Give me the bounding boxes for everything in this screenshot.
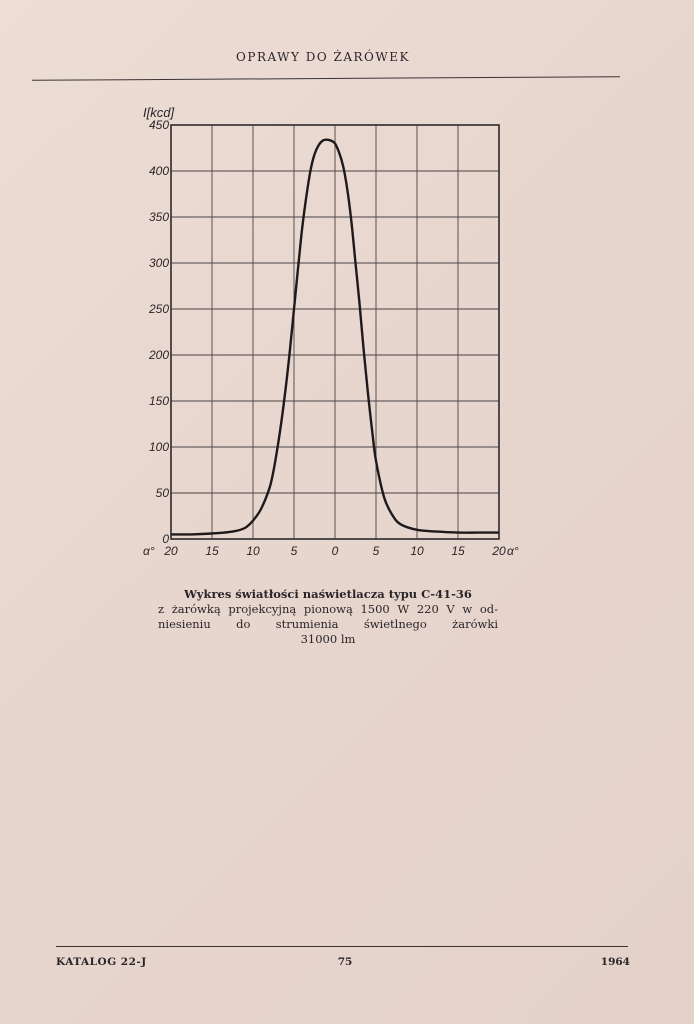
- x-tick-label: 15: [451, 544, 465, 558]
- y-tick-label: 400: [148, 164, 169, 178]
- x-tick-label: 10: [410, 544, 424, 558]
- y-axis-label: I[kcd]: [143, 105, 175, 120]
- luminous-intensity-chart: [130, 98, 520, 560]
- y-tick-label: 100: [148, 440, 169, 454]
- footer-rule: [56, 946, 628, 947]
- y-tick-label: 250: [148, 302, 169, 316]
- caption-line: z żarówką projekcyjną pionową 1500 W 220 V w od-: [158, 602, 498, 616]
- y-tick-label: 150: [148, 394, 169, 408]
- x-axis-label-right: α°: [507, 544, 519, 558]
- y-tick-label: 450: [148, 118, 169, 132]
- x-tick-label: 20: [492, 544, 506, 558]
- y-tick-label: 0: [162, 532, 169, 546]
- caption-line: 31000 lm: [300, 632, 356, 646]
- y-tick-label: 200: [148, 348, 169, 362]
- x-tick-label: 10: [246, 544, 260, 558]
- x-axis-label-left: α°: [143, 544, 155, 558]
- footer-catalog-label: KATALOG 22-J: [56, 956, 147, 968]
- footer-year: 1964: [600, 956, 630, 968]
- x-tick-label: 20: [164, 544, 178, 558]
- x-tick-label: 5: [290, 544, 298, 558]
- y-tick-label: 350: [148, 210, 169, 224]
- y-tick-label: 300: [148, 256, 169, 270]
- y-tick-label: 50: [155, 486, 169, 500]
- page-number: 75: [337, 956, 353, 968]
- page-header-title: OPRAWY DO ŻARÓWEK: [236, 50, 410, 64]
- x-tick-label: 5: [372, 544, 380, 558]
- x-tick-label: 0: [331, 544, 339, 558]
- header-rule: [32, 76, 620, 81]
- chart-caption: [158, 587, 498, 647]
- x-tick-label: 15: [205, 544, 219, 558]
- caption-line: niesieniu do strumienia świetlnego żarówki: [158, 617, 498, 631]
- caption-title: Wykres światłości naświetlacza typu C-41-36: [184, 587, 472, 601]
